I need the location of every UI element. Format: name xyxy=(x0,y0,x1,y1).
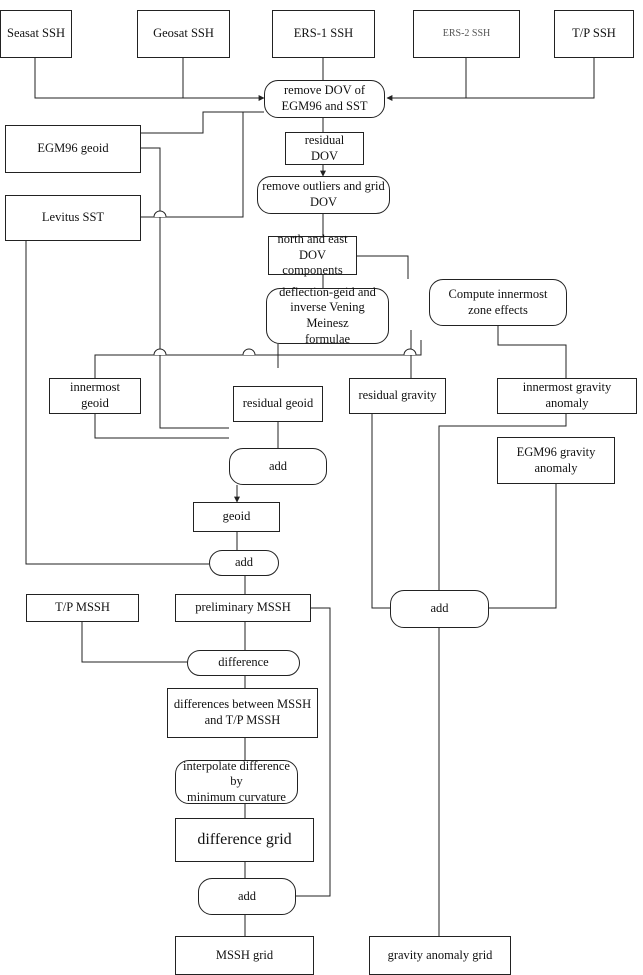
residual-dov-box: residual DOV xyxy=(285,132,364,165)
connector-egm96-add xyxy=(141,148,229,428)
innermost-geoid-box: innermost geoid xyxy=(49,378,141,414)
compute-innermost-box: Compute innermost zone effects xyxy=(429,279,567,326)
north-east-dov-box: north and east DOV components xyxy=(268,236,357,275)
deflection-geoid-box: deflection-geid and inverse Vening Meinesz formulae xyxy=(266,288,389,344)
hop-1 xyxy=(154,211,166,217)
interpolate-box: interpolate difference by minimum curvature xyxy=(175,760,298,804)
innermost-gravity-box: innermost gravity anomaly xyxy=(497,378,637,414)
add-gravity-box: add xyxy=(390,590,489,628)
hop-2 xyxy=(154,349,166,355)
connector-compute-innermost-gravity xyxy=(498,326,566,378)
connector-seasat-remove xyxy=(35,57,264,98)
connector-levitus-remove xyxy=(141,112,243,217)
connector-innermost-add xyxy=(95,414,229,438)
gravity-anomaly-grid-box: gravity anomaly grid xyxy=(369,936,511,975)
hop-4 xyxy=(404,349,416,355)
residual-geoid-box: residual geoid xyxy=(233,386,323,422)
remove-dov-box: remove DOV of EGM96 and SST xyxy=(264,80,385,118)
ers2-ssh-box: ERS-2 SSH xyxy=(413,10,520,58)
tp-ssh-box: T/P SSH xyxy=(554,10,634,58)
connector-residual-gravity-add xyxy=(372,414,390,608)
add-final-box: add xyxy=(198,878,296,915)
add-geoid-box: add xyxy=(229,448,327,485)
connector-tpmssh-difference xyxy=(82,622,187,662)
egm96-geoid-box: EGM96 geoid xyxy=(5,125,141,173)
connector-egm96-gravity-add xyxy=(489,484,556,608)
difference-grid-box: difference grid xyxy=(175,818,314,862)
mssh-grid-box: MSSH grid xyxy=(175,936,314,975)
differences-between-box: differences between MSSH and T/P MSSH xyxy=(167,688,318,738)
hop-3 xyxy=(243,349,255,355)
preliminary-mssh-box: preliminary MSSH xyxy=(175,594,311,622)
levitus-sst-box: Levitus SST xyxy=(5,195,141,241)
tp-mssh-box: T/P MSSH xyxy=(26,594,139,622)
ers1-ssh-box: ERS-1 SSH xyxy=(272,10,375,58)
connector-north-compute xyxy=(357,256,408,279)
add-sst-box: add xyxy=(209,550,279,576)
connector-tp-remove xyxy=(387,57,594,98)
remove-outliers-box: remove outliers and grid DOV xyxy=(257,176,390,214)
seasat-ssh-box: Seasat SSH xyxy=(0,10,72,58)
geoid-box: geoid xyxy=(193,502,280,532)
residual-gravity-box: residual gravity xyxy=(349,378,446,414)
difference-box: difference xyxy=(187,650,300,676)
geosat-ssh-box: Geosat SSH xyxy=(137,10,230,58)
egm96-gravity-box: EGM96 gravity anomaly xyxy=(497,437,615,484)
connector-egm96-remove xyxy=(141,112,264,133)
